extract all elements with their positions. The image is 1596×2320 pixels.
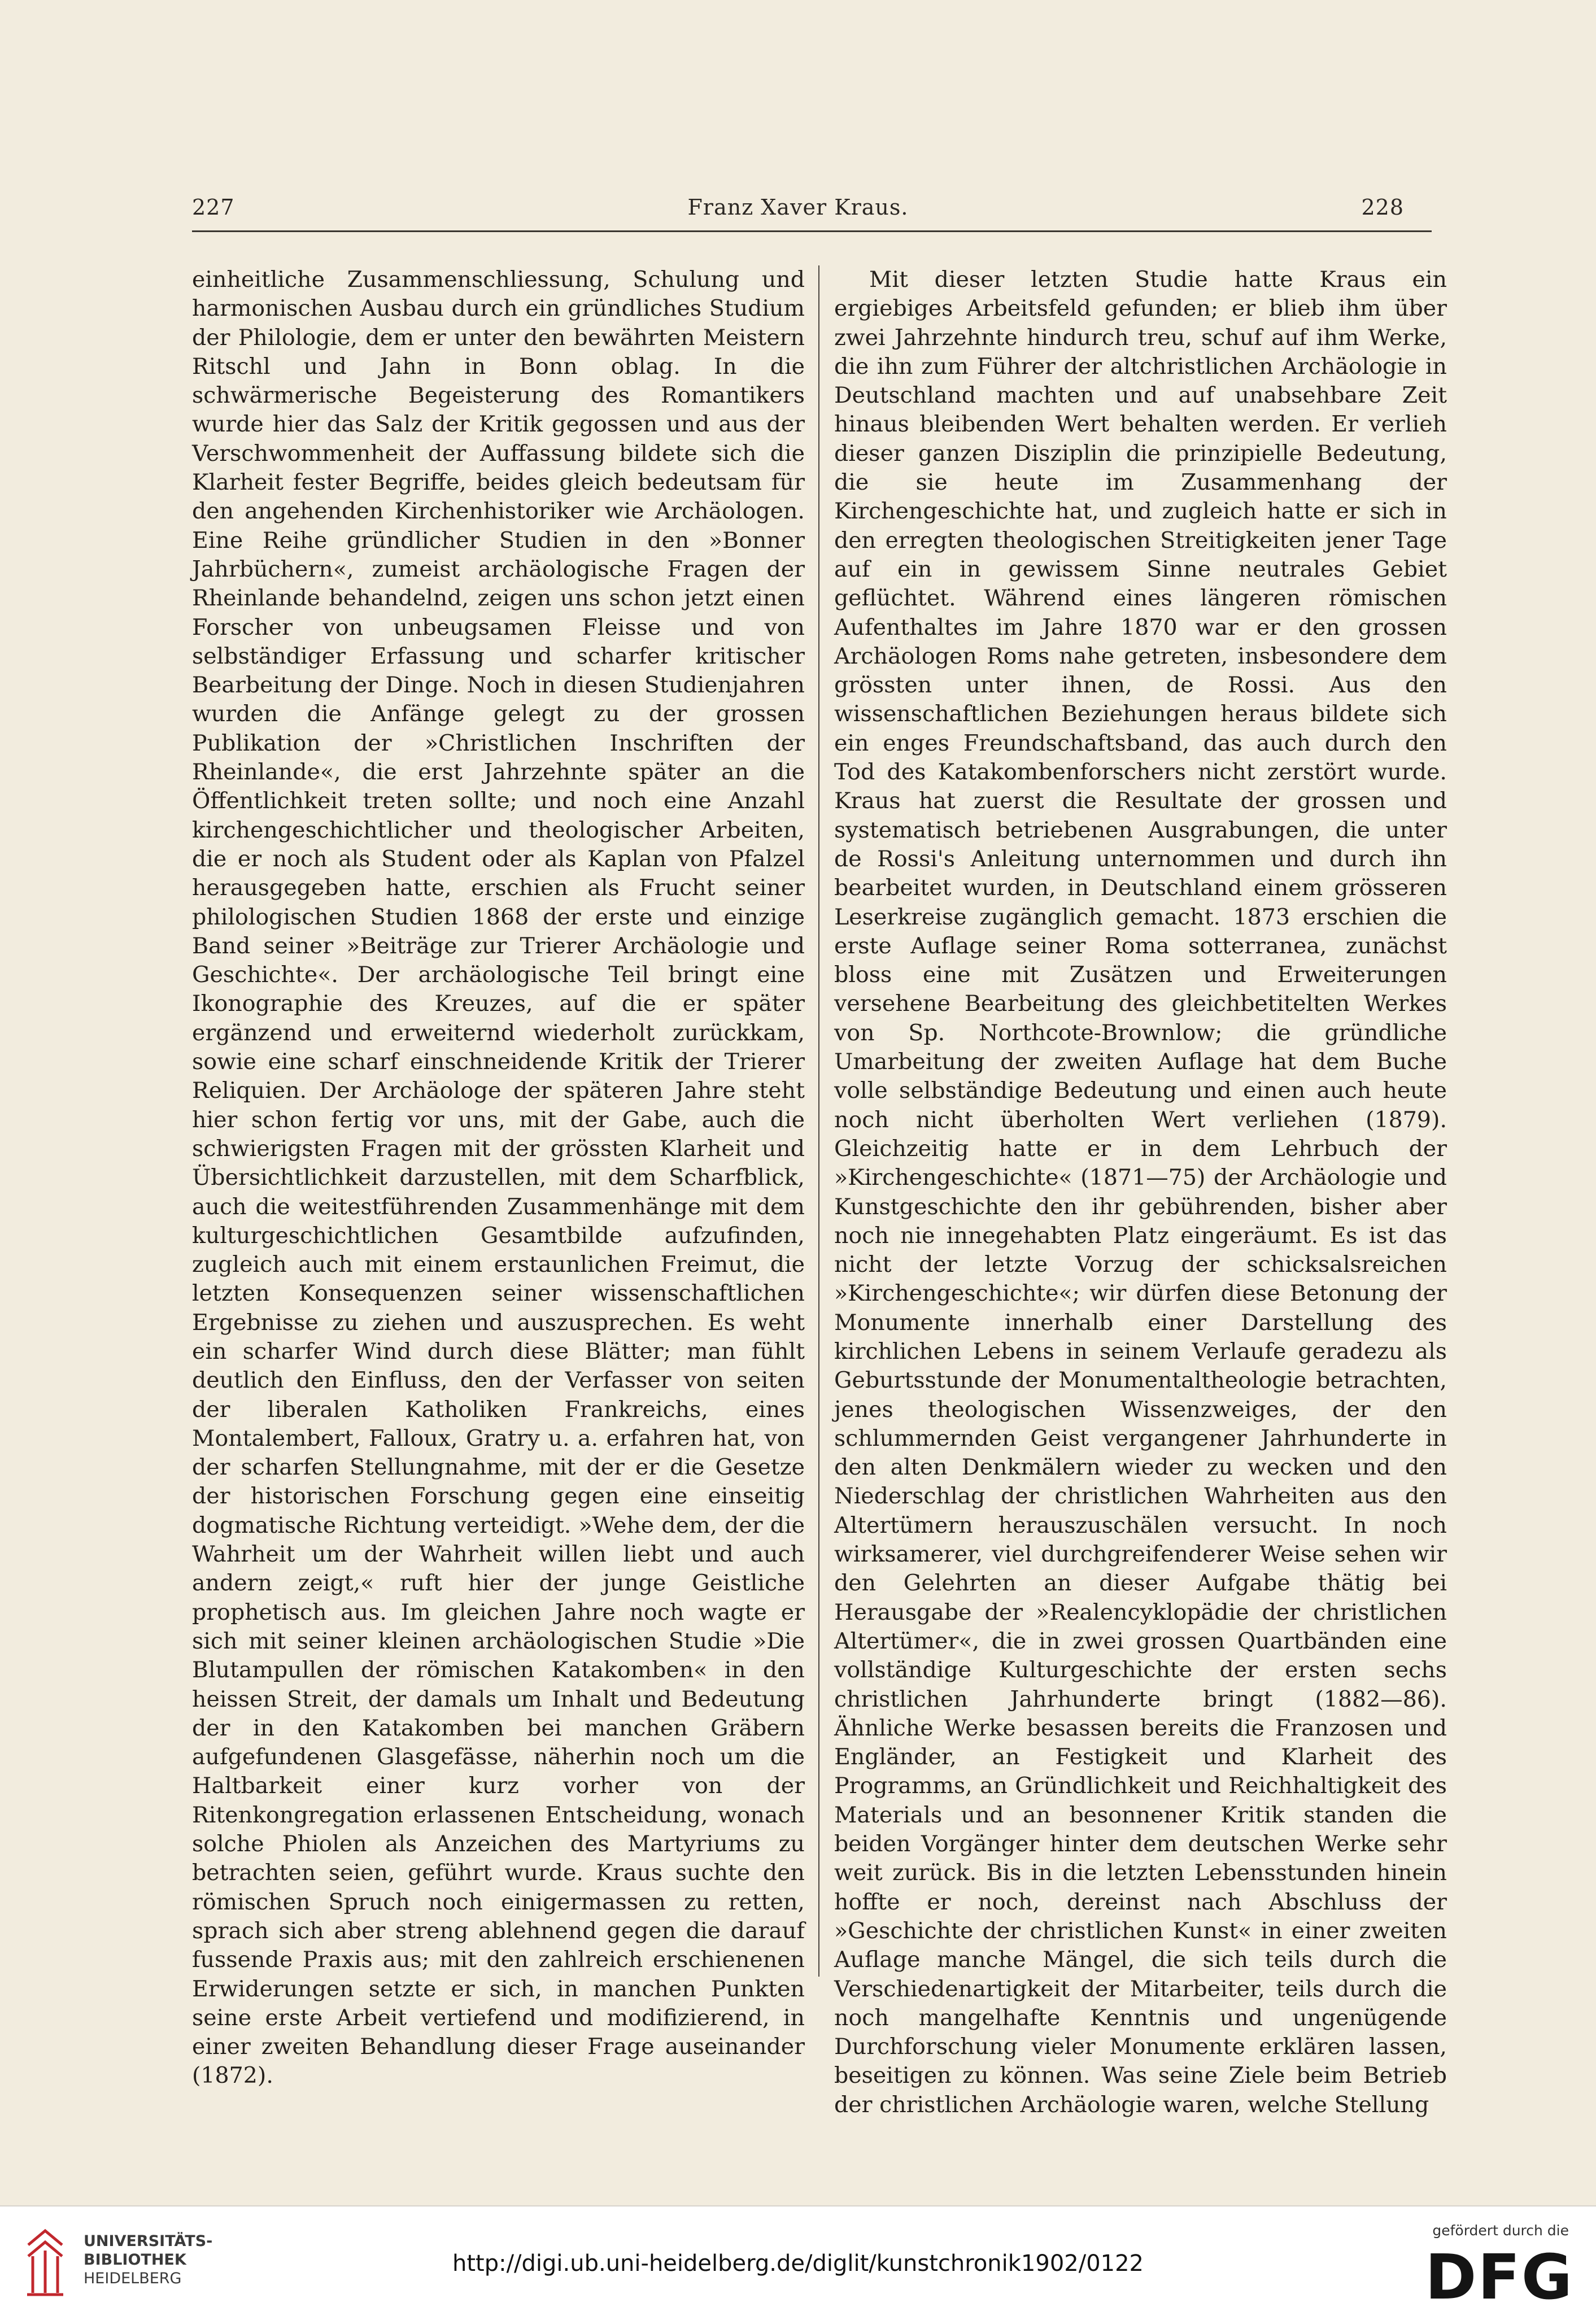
running-head bbox=[192, 195, 1404, 229]
library-line: BIBLIOTHEK bbox=[84, 2251, 186, 2269]
right-paragraph: Mit dieser letzten Studie hatte Kraus ein ergiebiges Arbeitsfeld gefunden; er blieb ihm über zwei Jahrzehnte hindurch treu, schuf auf ihm Werke, die ihn zum Führer der altchristlichen Archäologie in Deutschland machten und auf unabsehbare Zeit hinaus bleibenden Wert behalten werden. Er verlieh dieser ganzen Disziplin die prinzipielle Bedeutung, die sie heute im Zusammenhang der Kirchengeschichte hat, und zugleich hatte er sich in den erregten theologischen Streitigkeiten jener Tage auf ein in gewissem Sinne neutrales Gebiet geflüchtet. Während eines längeren römischen Aufenthaltes im Jahre 1870 war er den grossen Archäologen Roms nahe getreten, insbesondere dem grössten unter ihnen, de Rossi. Aus den wissenschaftlichen Beziehungen heraus bildete sich ein enges Freundschaftsband, das auch durch den Tod des Katakombenforschers nicht zerstört wurde. Kraus hat zuerst die Resultate der grossen und systematisch betriebenen Ausgrabungen, die unter de Rossi's Anleitung unternommen und durch ihn bearbeitet wurden, in Deutschland einem grösseren Leserkreise zugänglich gemacht. 1873 erschien die erste Auflage seiner Roma sotterranea, zunächst bloss eine mit Zusätzen und Erweiterungen versehene Bearbeitung des gleichbetitelten Werkes von Sp. Northcote-Brownlow; die gründliche Umarbeitung der zweiten Auflage hat dem Buche volle selbständige Bedeutung und einen auch heute noch nicht überholten Wert verliehen (1879). Gleichzeitig hatte er in dem Lehrbuch der »Kirchengeschichte« (1871—75) der Archäologie und Kunstgeschichte den ihr gebührenden, bisher aber noch nie innegehabten Platz eingeräumt. Es ist das nicht der letzte Vorzug der schicksalsreichen »Kirchengeschichte«; wir dürfen diese Betonung der Monumente innerhalb einer Darstellung des kirchlichen Lebens in seinem Verlaufe geradezu als Geburtsstunde der Monumentaltheologie betrachten, jenes theologischen Wissenzweiges, der den schlummernden Geist vergangener Jahrhunderte in den alten Denkmälern wieder zu wecken und den Niederschlag der christlichen Wahrheiten aus den Altertümern herauszuschälen versucht. In noch wirksamerer, viel durchgreifenderer Weise sehen wir den Gelehrten an dieser Aufgabe thätig bei Herausgabe der »Realencyklopädie der christlichen Altertümer«, die in zwei grossen Quartbänden eine vollständige Kulturgeschichte der ersten sechs christlichen Jahrhunderte bringt (1882—86). Ähnliche Werke besassen bereits die Franzosen und Engländer, an Festigkeit und Klarheit des Programms, an Gründlichkeit und Reichhaltigkeit des Materials und an besonnener Kritik standen die beiden Vorgänger hinter dem deutschen Werke sehr weit zurück. Bis in die letzten Lebensstunden hinein hoffte er noch, dereinst nach Abschluss der »Geschichte der christlichen Kunst« in einer zweiten Auflage manche Mängel, die sich teils durch die Verschiedenartigkeit der Mitarbeiter, teils durch die noch mangelhafte Kenntnis und ungenügende Durchforschung vieler Monumente erklären lassen, beseitigen zu können. Was seine Ziele beim Betrieb der christlichen Archäologie waren, welche Stellung bbox=[834, 267, 1447, 2118]
dfg-logo: DFG bbox=[1425, 2241, 1573, 2313]
library-line: UNIVERSITÄTS- bbox=[84, 2232, 213, 2250]
page-number-left: 227 bbox=[192, 195, 235, 220]
funded-by-text: gefördert durch die bbox=[1432, 2222, 1569, 2239]
header-rule bbox=[192, 230, 1432, 232]
digitization-footer bbox=[0, 2205, 1596, 2320]
right-column bbox=[834, 265, 1447, 2118]
left-paragraph: einheitliche Zusammenschliessung, Schulung und harmonischen Ausbau durch ein gründliches Studium der Philologie, dem er unter den bewährten Meistern Ritschl und Jahn in Bonn oblag. In die schwärmerische Begeisterung des Romantikers wurde hier das Salz der Kritik gegossen und aus der Verschwommenheit der Auffassung bildete sich die Klarheit fester Begriffe, beides gleich bedeutsam für den angehenden Kirchenhistoriker wie Archäologen. Eine Reihe gründlicher Studien in den »Bonner Jahrbüchern«, zumeist archäologische Fragen der Rheinlande behandelnd, zeigen uns schon jetzt einen Forscher von unbeugsamen Fleisse und von selbständiger Erfassung und scharfer kritischer Bearbeitung der Dinge. Noch in diesen Studienjahren wurden die Anfänge gelegt zu der grossen Publikation der »Christlichen Inschriften der Rheinlande«, die erst Jahrzehnte später an die Öffentlichkeit treten sollte; und noch eine Anzahl kirchengeschichtlicher und theologischer Arbeiten, die er noch als Student oder als Kaplan von Pfalzel herausgegeben hatte, erschien als Frucht seiner philologischen Studien 1868 der erste und einzige Band seiner »Beiträge zur Trierer Archäologie und Geschichte«. Der archäologische Teil bringt eine Ikonographie des Kreuzes, auf die er später ergänzend und erweiternd wiederholt zurückkam, sowie eine scharf einschneidende Kritik der Trierer Reliquien. Der Archäologe der späteren Jahre steht hier schon fertig vor uns, mit der Gabe, auch die schwierigsten Fragen mit der grössten Klarheit und Übersichtlichkeit darzustellen, mit dem Scharfblick, auch die weitestführenden Zusammenhänge mit dem kulturgeschichtlichen Gesamtbilde aufzufinden, zugleich auch mit einem erstaunlichen Freimut, die letzten Konsequenzen seiner wissenschaftlichen Ergebnisse zu ziehen und auszusprechen. Es weht ein scharfer Wind durch diese Blätter; man fühlt deutlich den Einfluss, den der Verfasser von seiten der liberalen Katholiken Frankreichs, eines Montalembert, Falloux, Gratry u. a. erfahren hat, von der scharfen Stellungnahme, mit der er die Gesetze der historischen Forschung gegen eine einseitig dogmatische Richtung verteidigt. »Wehe dem, der die Wahrheit um der Wahrheit willen liebt und auch andern zeigt,« ruft hier der junge Geistliche prophetisch aus. Im gleichen Jahre noch wagte er sich mit seiner kleinen archäologischen Studie »Die Blutampullen der römischen Katakomben« in den heissen Streit, der damals um Inhalt und Bedeutung der in den Katakomben bei manchen Gräbern aufgefundenen Glasgefässe, näherhin noch um die Haltbarkeit einer kurz vorher von der Ritenkongregation erlassenen Entscheidung, wonach solche Phiolen als Anzeichen des Martyriums zu betrachten seien, geführt wurde. Kraus suchte den römischen Spruch noch einigermassen zu retten, sprach sich aber streng ablehnend gegen die darauf fussende Praxis aus; mit den zahlreich erschienenen Erwiderungen setzte er sich, in manchen Punkten seine erste Arbeit vertiefend und modifizierend, in einer zweiten Behandlung dieser Frage auseinander (1872). bbox=[192, 267, 805, 2089]
running-title: Franz Xaver Kraus. bbox=[687, 195, 909, 220]
source-url-link[interactable]: http://digi.ub.uni-heidelberg.de/diglit/kunstchronik1902/0122 bbox=[452, 2251, 1144, 2277]
column-separator bbox=[818, 265, 819, 1977]
page-number-right: 228 bbox=[1361, 195, 1404, 220]
left-column bbox=[192, 265, 805, 2089]
library-line: HEIDELBERG bbox=[84, 2270, 182, 2287]
